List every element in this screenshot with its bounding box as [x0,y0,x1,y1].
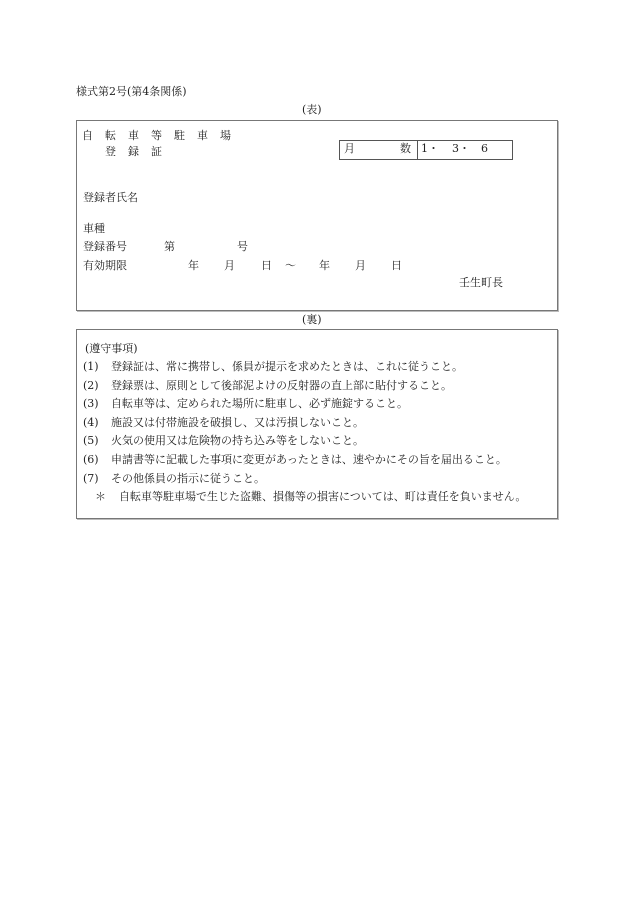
vehicle-type-label: 車種 [83,222,105,235]
title-char: 駐 [174,129,185,142]
months-divider [417,141,418,159]
rule-number: (3) [83,397,99,410]
title-char: 自 [82,129,93,142]
asterisk-icon: ＊ [95,490,106,503]
title-char: 転 [105,129,116,142]
registration-number-suffix: 号 [237,240,248,253]
validity-label: 有効期限 [83,259,127,272]
months-label-left: 月 [344,142,355,155]
months-option-6: 6 [481,142,488,155]
rule-text: 自転車等は、定められた場所に駐車し、必ず施錠すること。 [111,397,408,410]
rule-text: 施設又は付帯施設を破損し、又は汚損しないこと。 [111,416,364,429]
rule-number: (1) [83,360,99,373]
validity-tilde: ～ [285,259,296,272]
title-char: 車 [197,129,208,142]
title-char: 場 [220,129,231,142]
form-label: 様式第2号(第4条関係) [76,85,187,98]
title-char: 車 [128,129,139,142]
validity-from-day: 日 [261,259,272,272]
registrant-name-label: 登録者氏名 [83,191,138,204]
months-option-3: 3・ [452,142,470,155]
validity-to-day: 日 [391,259,402,272]
subtitle-char: 録 [128,145,139,158]
validity-from-month: 月 [224,259,235,272]
months-label-right: 数 [400,142,411,155]
back-side-label: (裏) [302,313,322,326]
rule-text: その他係員の指示に従うこと。 [111,472,265,485]
front-side-label: (表) [302,103,322,116]
rule-text: 登録票は、原則として後部泥よけの反射器の直上部に貼付すること。 [111,379,452,392]
subtitle-char: 証 [151,145,162,158]
subtitle-char: 登 [105,145,116,158]
rule-number: (7) [83,472,99,485]
rule-number: (2) [83,379,99,392]
note-text: 自転車等駐車場で生じた盗難、損傷等の損害については、町は責任を負いません。 [119,490,527,503]
validity-to-month: 月 [355,259,366,272]
validity-to-year: 年 [319,259,330,272]
validity-from-year: 年 [188,259,199,272]
rule-number: (5) [83,434,99,447]
rule-text: 火気の使用又は危険物の持ち込み等をしないこと。 [111,434,364,447]
rule-number: (6) [83,453,99,466]
rules-heading: (遵守事項) [85,342,138,355]
rule-text: 申請書等に記載した事項に変更があったときは、速やかにその旨を届出ること。 [111,453,507,466]
title-char: 等 [151,129,162,142]
months-option-1: 1・ [421,142,439,155]
registration-number-prefix: 第 [164,240,175,253]
rule-text: 登録証は、常に携帯し、係員が提示を求めたときは、これに従うこと。 [111,360,463,373]
rule-number: (4) [83,416,99,429]
issuer: 壬生町長 [459,276,503,289]
registration-number-label: 登録番号 [83,240,127,253]
